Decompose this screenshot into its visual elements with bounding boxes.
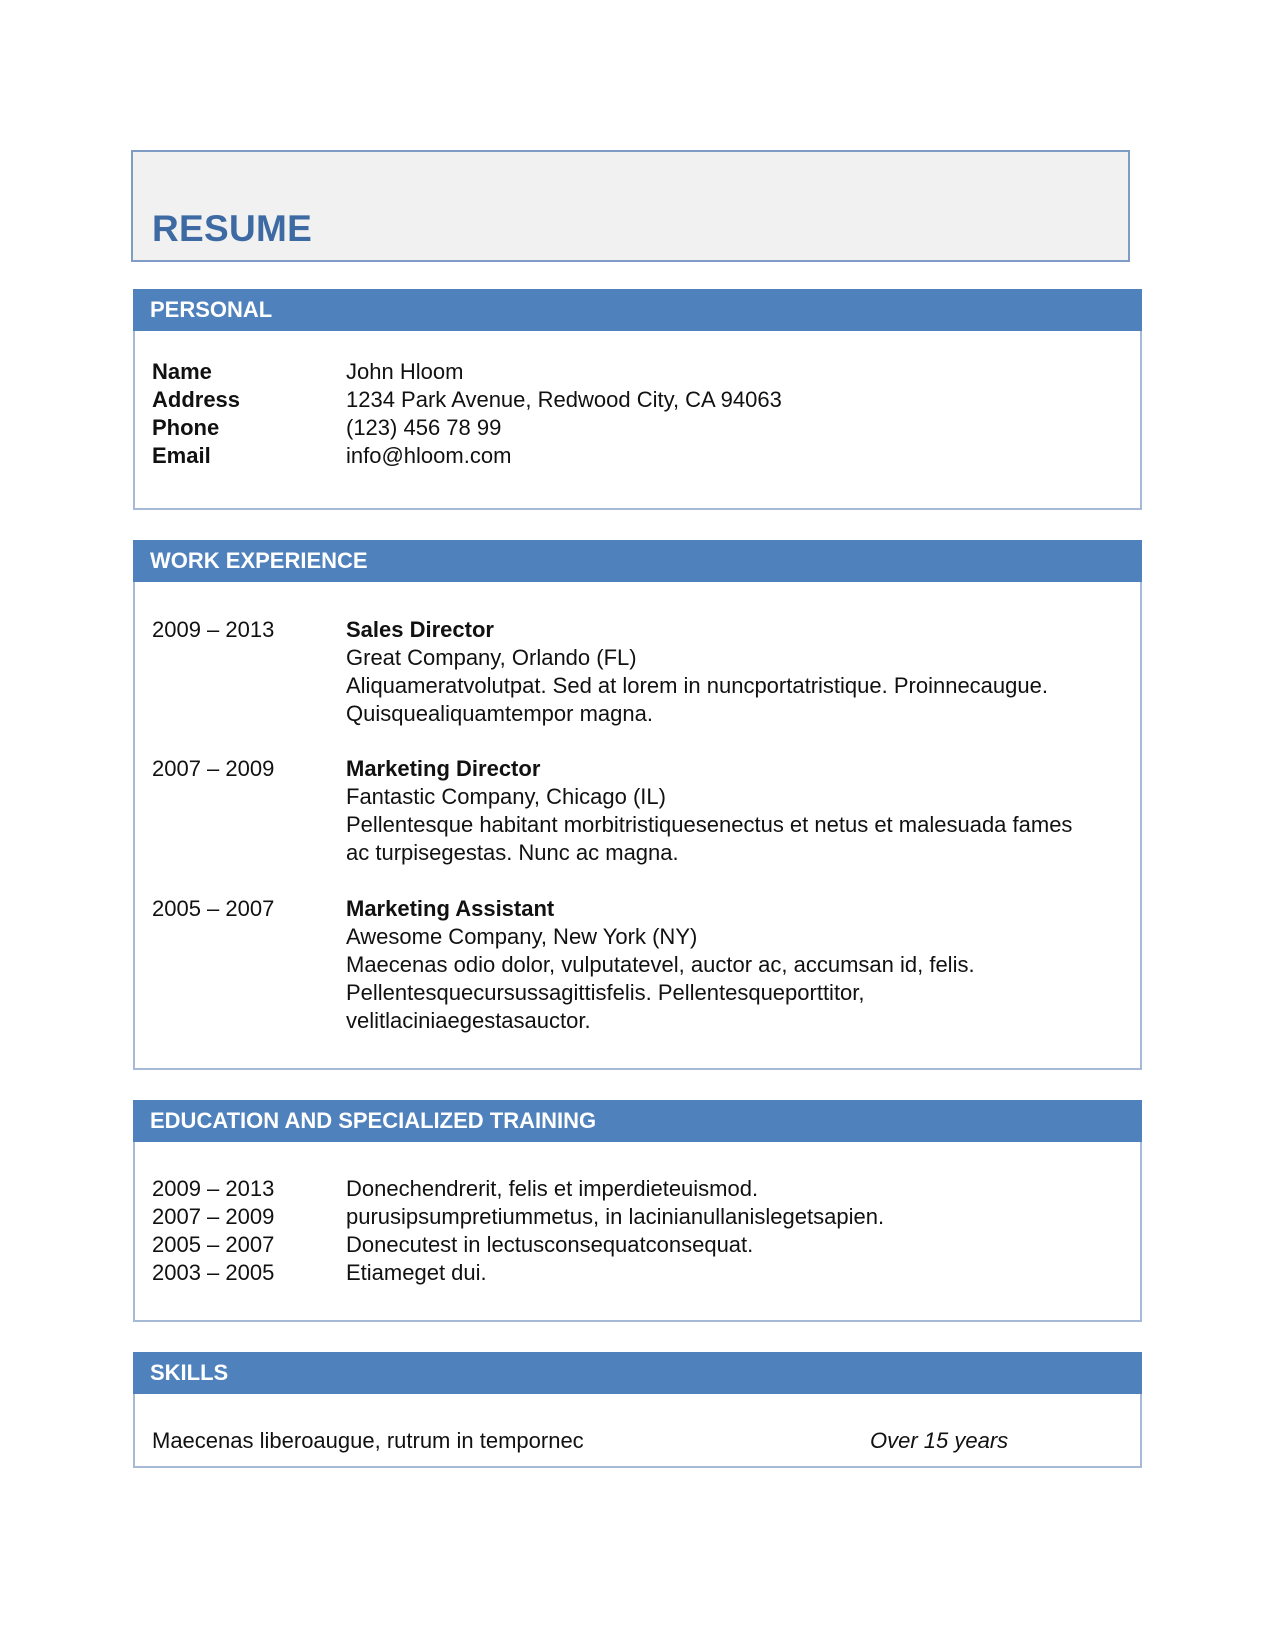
work-role: Marketing Assistant — [346, 896, 555, 921]
education-text: Donechendrerit, felis et imperdieteuismod. — [346, 1176, 759, 1201]
address-label: Address — [152, 387, 241, 412]
work-desc-line: Quisquealiquamtempor magna. — [346, 701, 653, 726]
work-years: 2005 – 2007 — [152, 896, 275, 921]
skill-level: Over 15 years — [870, 1428, 1009, 1453]
work-header: WORK EXPERIENCE — [133, 540, 1142, 582]
education-text: purusipsumpretiummetus, in lacinianullanislegetsapien. — [346, 1204, 885, 1229]
work-role: Sales Director — [346, 617, 494, 642]
email-value: info@hloom.com — [346, 443, 512, 468]
work-entry — [346, 616, 1048, 728]
work-desc-line: Pellentesque habitant morbitristiquesenectus et netus et malesuada fames — [346, 812, 1073, 837]
work-desc-line: ac turpisegestas. Nunc ac magna. — [346, 840, 679, 865]
education-years: 2005 – 2007 — [152, 1232, 275, 1257]
work-years: 2007 – 2009 — [152, 756, 275, 781]
education-text: Etiameget dui. — [346, 1260, 487, 1285]
phone-label: Phone — [152, 415, 220, 440]
education-years: 2007 – 2009 — [152, 1204, 275, 1229]
resume-title: RESUME — [152, 208, 313, 249]
work-entry — [346, 895, 975, 1035]
work-entry — [346, 755, 1072, 867]
work-desc-line: Maecenas odio dolor, vulputatevel, auctor ac, accumsan id, felis. — [346, 952, 975, 977]
education-body — [133, 1142, 1142, 1322]
work-company: Great Company, Orlando (FL) — [346, 645, 637, 670]
work-company: Fantastic Company, Chicago (IL) — [346, 784, 666, 809]
personal-header: PERSONAL — [133, 289, 1142, 331]
skill-name: Maecenas liberoaugue, rutrum in tempornec — [152, 1428, 584, 1453]
skills-section — [133, 1352, 1142, 1468]
work-section — [133, 540, 1142, 1070]
skills-body — [133, 1394, 1142, 1468]
work-body — [133, 582, 1142, 1070]
education-text: Donecutest in lectusconsequatconsequat. — [346, 1232, 754, 1257]
phone-value: (123) 456 78 99 — [346, 415, 502, 440]
work-company: Awesome Company, New York (NY) — [346, 924, 698, 949]
title-box — [131, 150, 1130, 262]
education-years: 2009 – 2013 — [152, 1176, 275, 1201]
education-header: EDUCATION AND SPECIALIZED TRAINING — [133, 1100, 1142, 1142]
work-desc-line: Aliquameratvolutpat. Sed at lorem in nuncportatristique. Proinnecaugue. — [346, 673, 1048, 698]
personal-body — [133, 331, 1142, 510]
education-section — [133, 1100, 1142, 1322]
personal-section — [133, 289, 1142, 510]
name-value: John Hloom — [346, 359, 464, 384]
education-years: 2003 – 2005 — [152, 1260, 275, 1285]
name-label: Name — [152, 359, 212, 384]
email-label: Email — [152, 443, 211, 468]
skills-header: SKILLS — [133, 1352, 1142, 1394]
work-years: 2009 – 2013 — [152, 617, 275, 642]
work-desc-line: velitlaciniaegestasauctor. — [346, 1008, 591, 1033]
work-desc-line: Pellentesquecursussagittisfelis. Pellentesqueporttitor, — [346, 980, 865, 1005]
work-role: Marketing Director — [346, 756, 541, 781]
address-value: 1234 Park Avenue, Redwood City, CA 94063 — [346, 387, 782, 412]
